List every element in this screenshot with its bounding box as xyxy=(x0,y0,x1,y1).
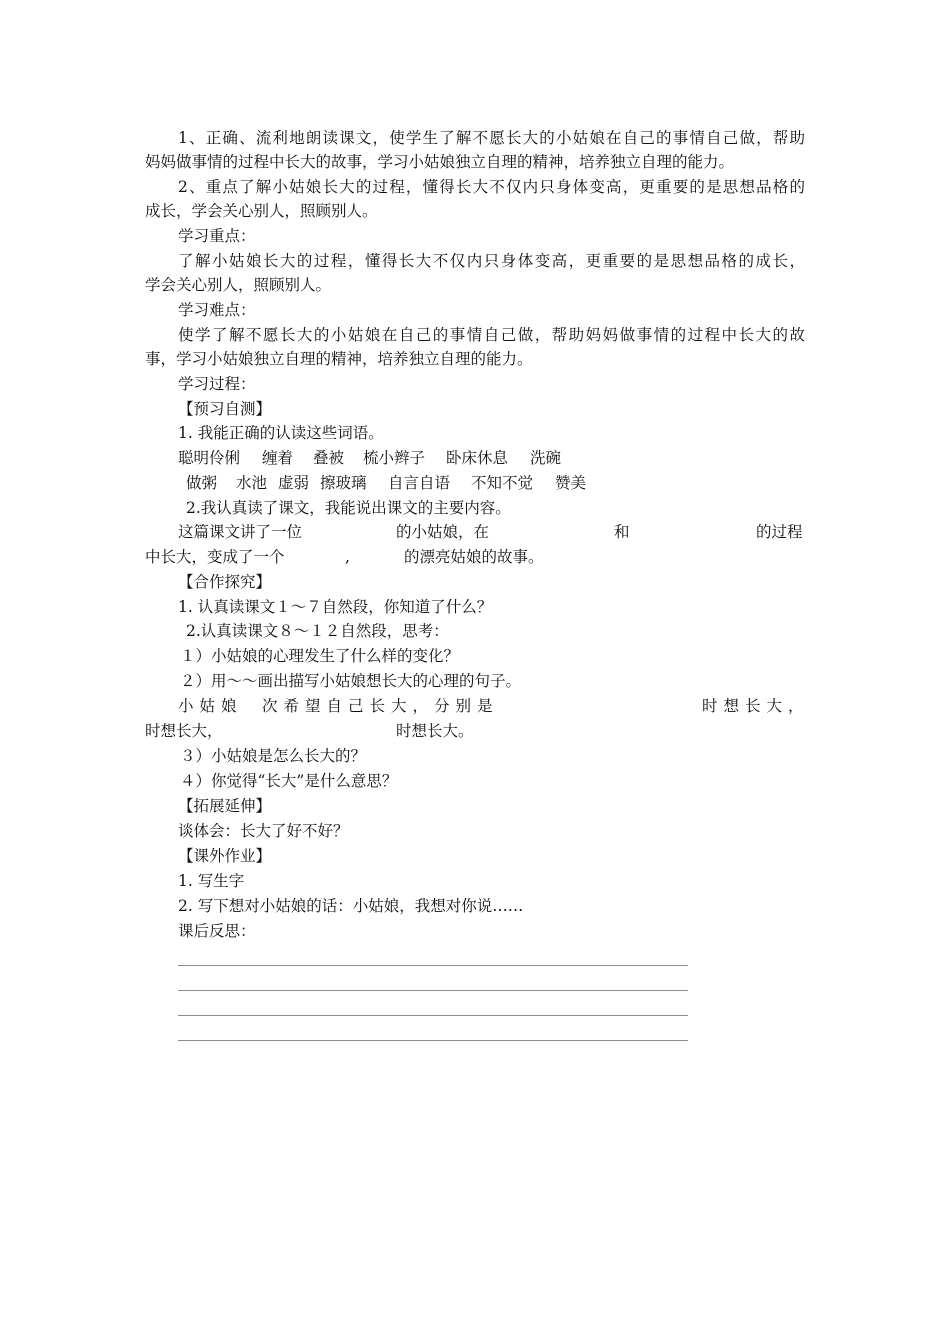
vocab-word: 不知不觉 xyxy=(471,474,534,492)
key-points-line-1: 了解小姑娘长大的过程，懂得长大不仅内只身体变高，更重要的是思想品格的成长， xyxy=(178,252,805,270)
vocab-word: 洗碗 xyxy=(530,449,562,467)
objective-1-line-1: 1、正确、流利地朗读课文，使学生了解不愿长大的小姑娘在自己的事情自己做，帮助 xyxy=(178,129,805,147)
cooperate-sub-2: ２）用～～画出描写小姑娘想长大的心理的句子。 xyxy=(180,672,522,690)
homework-heading: 【课外作业】 xyxy=(178,847,272,865)
vocabulary-row-2 xyxy=(0,471,950,495)
extend-question: 谈体会：长大了好不好？ xyxy=(178,822,349,840)
reflection-writing-line[interactable] xyxy=(178,1015,688,1016)
summary-fill-line-1: 这篇课文讲了一位 的小姑娘，在 和 的过程 xyxy=(178,523,803,541)
key-points-line-2: 学会关心别人，照顾别人。 xyxy=(145,276,332,294)
vocab-word: 做粥 xyxy=(186,474,218,492)
objective-2-line-2: 成长，学会关心别人，照顾别人。 xyxy=(145,202,378,220)
cooperate-question-2: 2.认真读课文８～１２自然段，思考： xyxy=(186,622,449,640)
homework-item-2: 2. 写下想对小姑娘的话：小姑娘，我想对你说…… xyxy=(178,897,524,915)
cooperate-sub-4: ４）你觉得“长大”是什么意思？ xyxy=(180,772,398,790)
extend-heading: 【拓展延伸】 xyxy=(178,797,272,815)
cooperate-question-1: 1. 认真读课文１～７自然段，你知道了什么？ xyxy=(178,598,493,616)
vocab-word: 赞美 xyxy=(555,474,587,492)
key-points-heading: 学习重点： xyxy=(178,227,256,245)
objective-2-line-1: 2、重点了解小姑娘长大的过程，懂得长大不仅内只身体变高，更重要的是思想品格的 xyxy=(178,178,805,196)
cooperate-sub-1: １）小姑娘的心理发生了什么样的变化？ xyxy=(180,647,460,665)
vocab-word: 虚弱 xyxy=(278,474,310,492)
difficulties-heading: 学习难点： xyxy=(178,301,256,319)
vocab-word: 叠被 xyxy=(313,449,345,467)
cooperate-heading: 【合作探究】 xyxy=(178,573,272,591)
process-heading: 学习过程： xyxy=(178,375,256,393)
vocab-word: 擦玻璃 xyxy=(320,474,367,492)
difficulties-line-1: 使学了解不愿长大的小姑娘在自己的事情自己做，帮助妈妈做事情的过程中长大的故 xyxy=(178,326,805,344)
wish-fill-line-1: 小姑娘 次希望自己长大，分别是 时想长大， xyxy=(178,697,810,715)
vocab-word: 卧床休息 xyxy=(446,449,509,467)
vocab-word: 梳小辫子 xyxy=(363,449,426,467)
reflection-writing-line[interactable] xyxy=(178,990,688,991)
preview-heading: 【预习自测】 xyxy=(178,400,272,418)
difficulties-line-2: 事，学习小姑娘独立自理的精神，培养独立自理的能力。 xyxy=(145,350,533,368)
reflection-writing-line[interactable] xyxy=(178,965,688,966)
vocab-word: 聪明伶俐 xyxy=(178,449,241,467)
vocab-word: 缠着 xyxy=(262,449,294,467)
summary-fill-line-2: 中长大，变成了一个 , 的漂亮姑娘的故事。 xyxy=(145,548,544,566)
cooperate-sub-3: ３）小姑娘是怎么长大的？ xyxy=(180,747,367,765)
preview-question-1: 1. 我能正确的认读这些词语。 xyxy=(178,424,384,442)
vocab-word: 自言自语 xyxy=(388,474,451,492)
objective-1-line-2: 妈妈做事情的过程中长大的故事，学习小姑娘独立自理的精神，培养独立自理的能力。 xyxy=(145,153,735,171)
reflection-writing-line[interactable] xyxy=(178,1040,688,1041)
preview-question-2: 2.我认真读了课文，我能说出课文的主要内容。 xyxy=(186,499,511,517)
wish-fill-line-2: 时想长大， 时想长大。 xyxy=(145,722,474,740)
vocab-word: 水池 xyxy=(236,474,268,492)
homework-item-1: 1. 写生字 xyxy=(178,872,245,890)
vocabulary-row-1 xyxy=(0,446,950,470)
reflection-heading: 课后反思： xyxy=(178,922,256,940)
